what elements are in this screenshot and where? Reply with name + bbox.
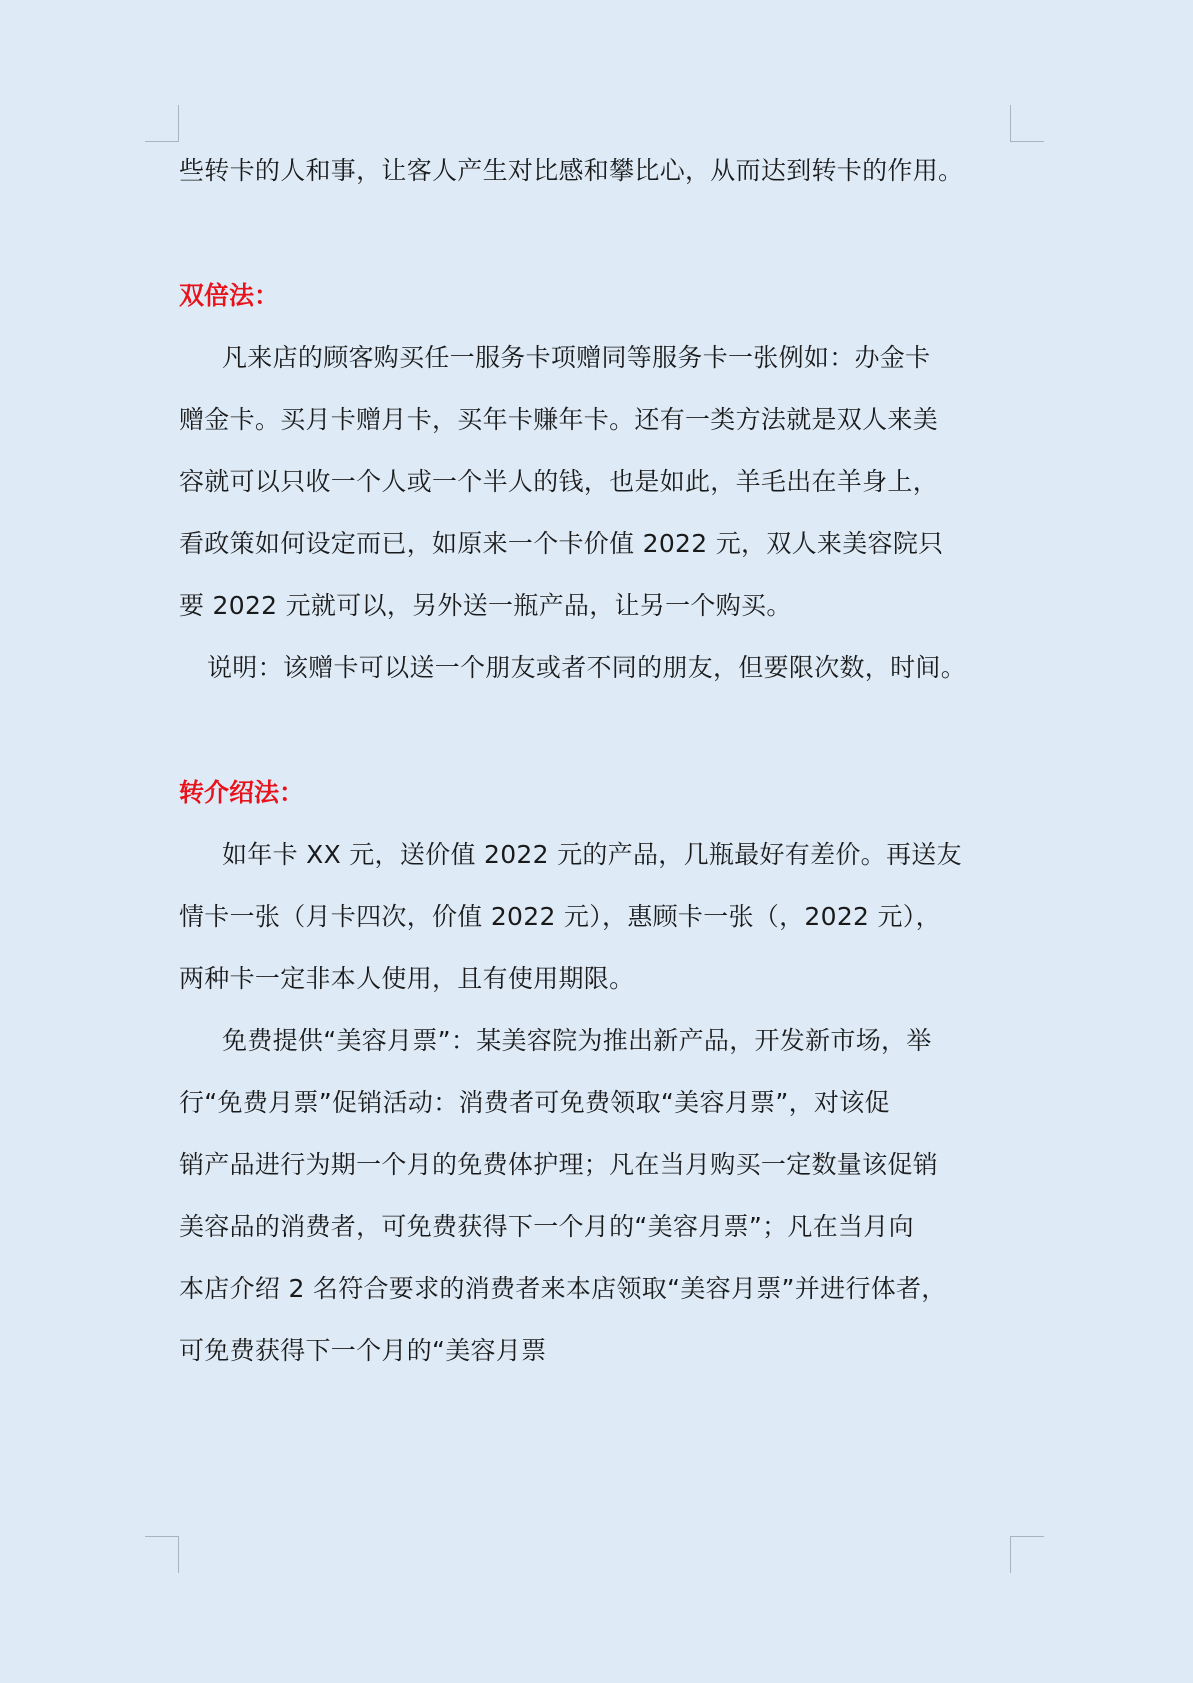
paragraph-line: 销产品进行为期一个月的免费体护理；凡在当月购买一定数量该促销 (179, 1150, 939, 1179)
section-heading-referral: 转介绍法： (179, 778, 305, 807)
paragraph-line: 赠金卡。买月卡赠月卡，买年卡赚年卡。还有一类方法就是双人来美 (179, 405, 939, 434)
paragraph-line: 凡来店的顾客购买任一服务卡项赠同等服务卡一张例如：办金卡 (222, 343, 931, 372)
paragraph-line: 看政策如何设定而已，如原来一个卡价值 2022 元，双人来美容院只 (179, 529, 944, 558)
paragraph-line: 些转卡的人和事，让客人产生对比感和攀比心，从而达到转卡的作用。 (179, 156, 964, 185)
crop-mark-top-left (145, 105, 179, 142)
paragraph-line: 可免费获得下一个月的“美容月票 (179, 1336, 547, 1365)
paragraph-line: 情卡一张（月卡四次，价值 2022 元），惠顾卡一张（，2022 元）， (179, 902, 941, 931)
paragraph-line: 要 2022 元就可以，另外送一瓶产品，让另一个购买。 (179, 591, 792, 620)
paragraph-line: 美容品的消费者，可免费获得下一个月的“美容月票”；凡在当月向 (179, 1212, 914, 1241)
crop-mark-top-right (1010, 105, 1044, 142)
spacer (179, 699, 1009, 762)
paragraph-line: 本店介绍 2 名符合要求的消费者来本店领取“美容月票”并进行体者， (179, 1274, 947, 1303)
paragraph-line: 如年卡 XX 元，送价值 2022 元的产品，几瓶最好有差价。再送友 (222, 840, 962, 869)
paragraph-line: 容就可以只收一个人或一个半人的钱，也是如此，羊毛出在羊身上， (179, 467, 939, 496)
paragraph-line: 行“免费月票”促销活动：消费者可免费领取“美容月票”，对该促 (179, 1088, 890, 1117)
paragraph-line: 免费提供“美容月票”：某美容院为推出新产品，开发新市场，举 (222, 1026, 932, 1055)
document-body (179, 140, 1009, 1382)
section-heading-double: 双倍法： (179, 281, 280, 310)
crop-mark-bottom-left (145, 1536, 179, 1573)
note-line: 说明：该赠卡可以送一个朋友或者不同的朋友，但要限次数，时间。 (207, 653, 967, 682)
paragraph-line: 两种卡一定非本人使用，且有使用期限。 (179, 964, 635, 993)
crop-mark-bottom-right (1010, 1536, 1044, 1573)
spacer (179, 202, 1009, 265)
